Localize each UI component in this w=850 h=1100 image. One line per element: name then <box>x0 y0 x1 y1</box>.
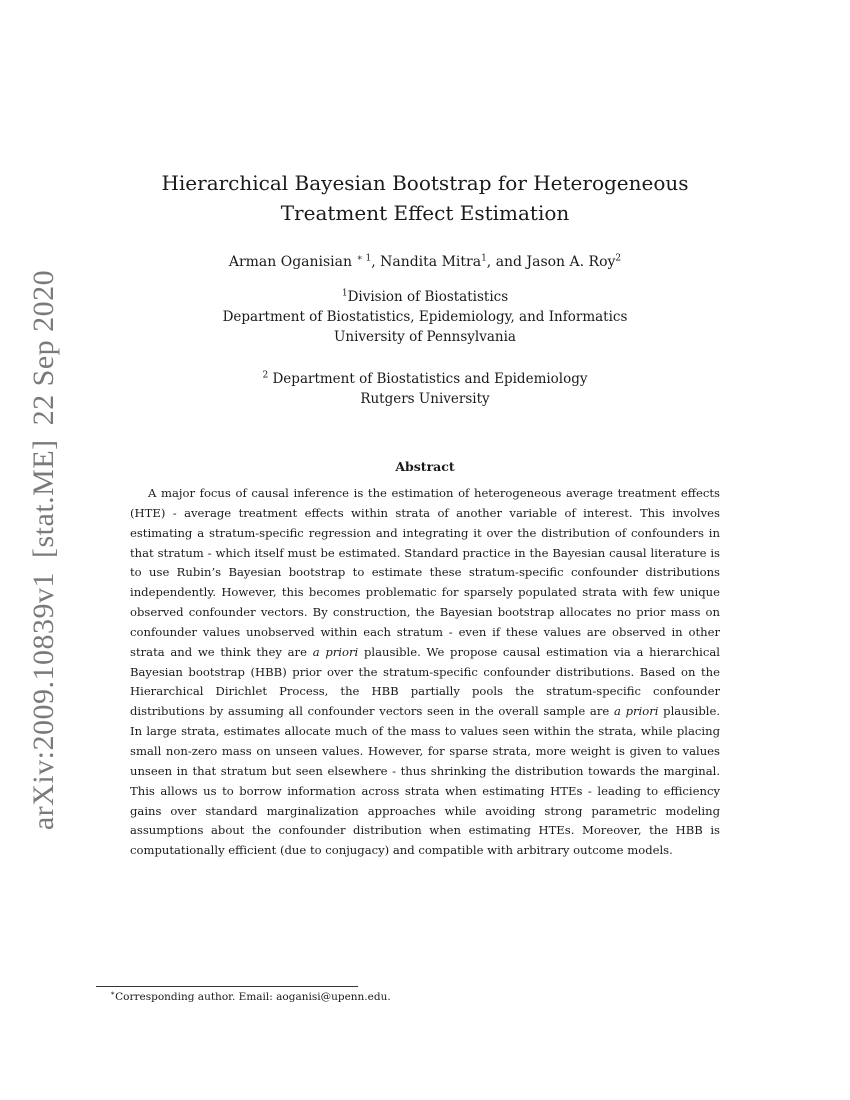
affiliation-line: $^2$ Department of Biostatistics and Epidemiology <box>262 370 588 387</box>
author-2: Nandita Mitra <box>380 254 482 270</box>
author-sep-and: , and <box>486 254 523 270</box>
author-3: Jason A. Roy <box>526 254 616 270</box>
author-list <box>110 252 740 272</box>
affiliation-2 <box>110 369 740 409</box>
footnote-text: Corresponding author. Email: aoganisi@upenn.edu. <box>115 991 391 1003</box>
affiliation-line: $^1$Division of Biostatistics <box>341 288 509 305</box>
affiliation-mark: 1 <box>341 288 348 299</box>
emphasis: a priori <box>613 704 659 719</box>
abstract-body: A major focus of causal inference is the estimation of heterogeneous average treatment effects (HTE) - average treatment effects within strata of another variable of interest. This involves estimating a stratum-specific regression and integrating it over the distribution of confounders in that stratum - which itself must be estimated. Standard practice in the Bayesian causal literature is to use Rubin’s Bayesian bootstrap to estimate these stratum-specific confounder distributions independently. However, this becomes problematic for sparsely populated strata with few unique observed confounder vectors. By construction, the Bayesian bootstrap allocates no prior mass on confounder values unobserved within each stratum - even if these values are observed in other strata and we think they are a priori plausible. We propose causal estimation via a hierarchical Bayesian bootstrap (HBB) prior over the stratum-specific confounder distributions. Based on the Hierarchical Dirichlet Process, the HBB partially pools the stratum-specific confounder distributions by assuming all confounder vectors seen in the overall sample are a priori plausible. In large strata, estimates allocate much of the mass to values seen within the strata, while placing small non-zero mass on unseen values. However, for sparse strata, more weight is given to values unseen in that stratum but seen elsewhere - thus shrinking the distribution towards the marginal. This allows us to borrow information across strata when estimating HTEs - leading to efficiency gains over standard marginalization approaches while avoiding strong parametric modeling assumptions about the confounder distribution when estimating HTEs. Moreover, the HBB is computationally efficient (due to conjugacy) and compatible with arbitrary outcome models. <box>130 486 721 858</box>
footnote-mark: ∗ <box>110 988 116 998</box>
arxiv-date: 22 Sep 2020 <box>27 269 60 426</box>
arxiv-category: [stat.ME] <box>27 439 60 558</box>
abstract-heading: Abstract <box>395 459 455 474</box>
author-1-marks: ∗ 1 <box>356 253 372 264</box>
footnote <box>110 990 391 1004</box>
affiliation-1 <box>110 287 740 347</box>
paper-title: Hierarchical Bayesian Bootstrap for Heterogeneous Treatment Effect Estimation <box>161 171 689 225</box>
footnote-rule <box>96 986 358 987</box>
author-2-mark: 1 <box>481 253 487 264</box>
author-3-mark: 2 <box>615 253 622 264</box>
affiliation-line: Department of Biostatistics, Epidemiology, and Informatics <box>222 309 628 325</box>
affiliation-line: Rutgers University <box>360 391 490 407</box>
author-1: Arman Oganisian <box>228 254 353 270</box>
arxiv-identifier <box>14 0 74 1100</box>
affiliation-mark: 2 <box>262 370 269 381</box>
author-sep: , <box>371 254 376 270</box>
affiliation-line: University of Pennsylvania <box>334 329 516 345</box>
arxiv-id: arXiv:2009.10839v1 <box>27 572 60 831</box>
emphasis: a priori <box>312 644 359 659</box>
